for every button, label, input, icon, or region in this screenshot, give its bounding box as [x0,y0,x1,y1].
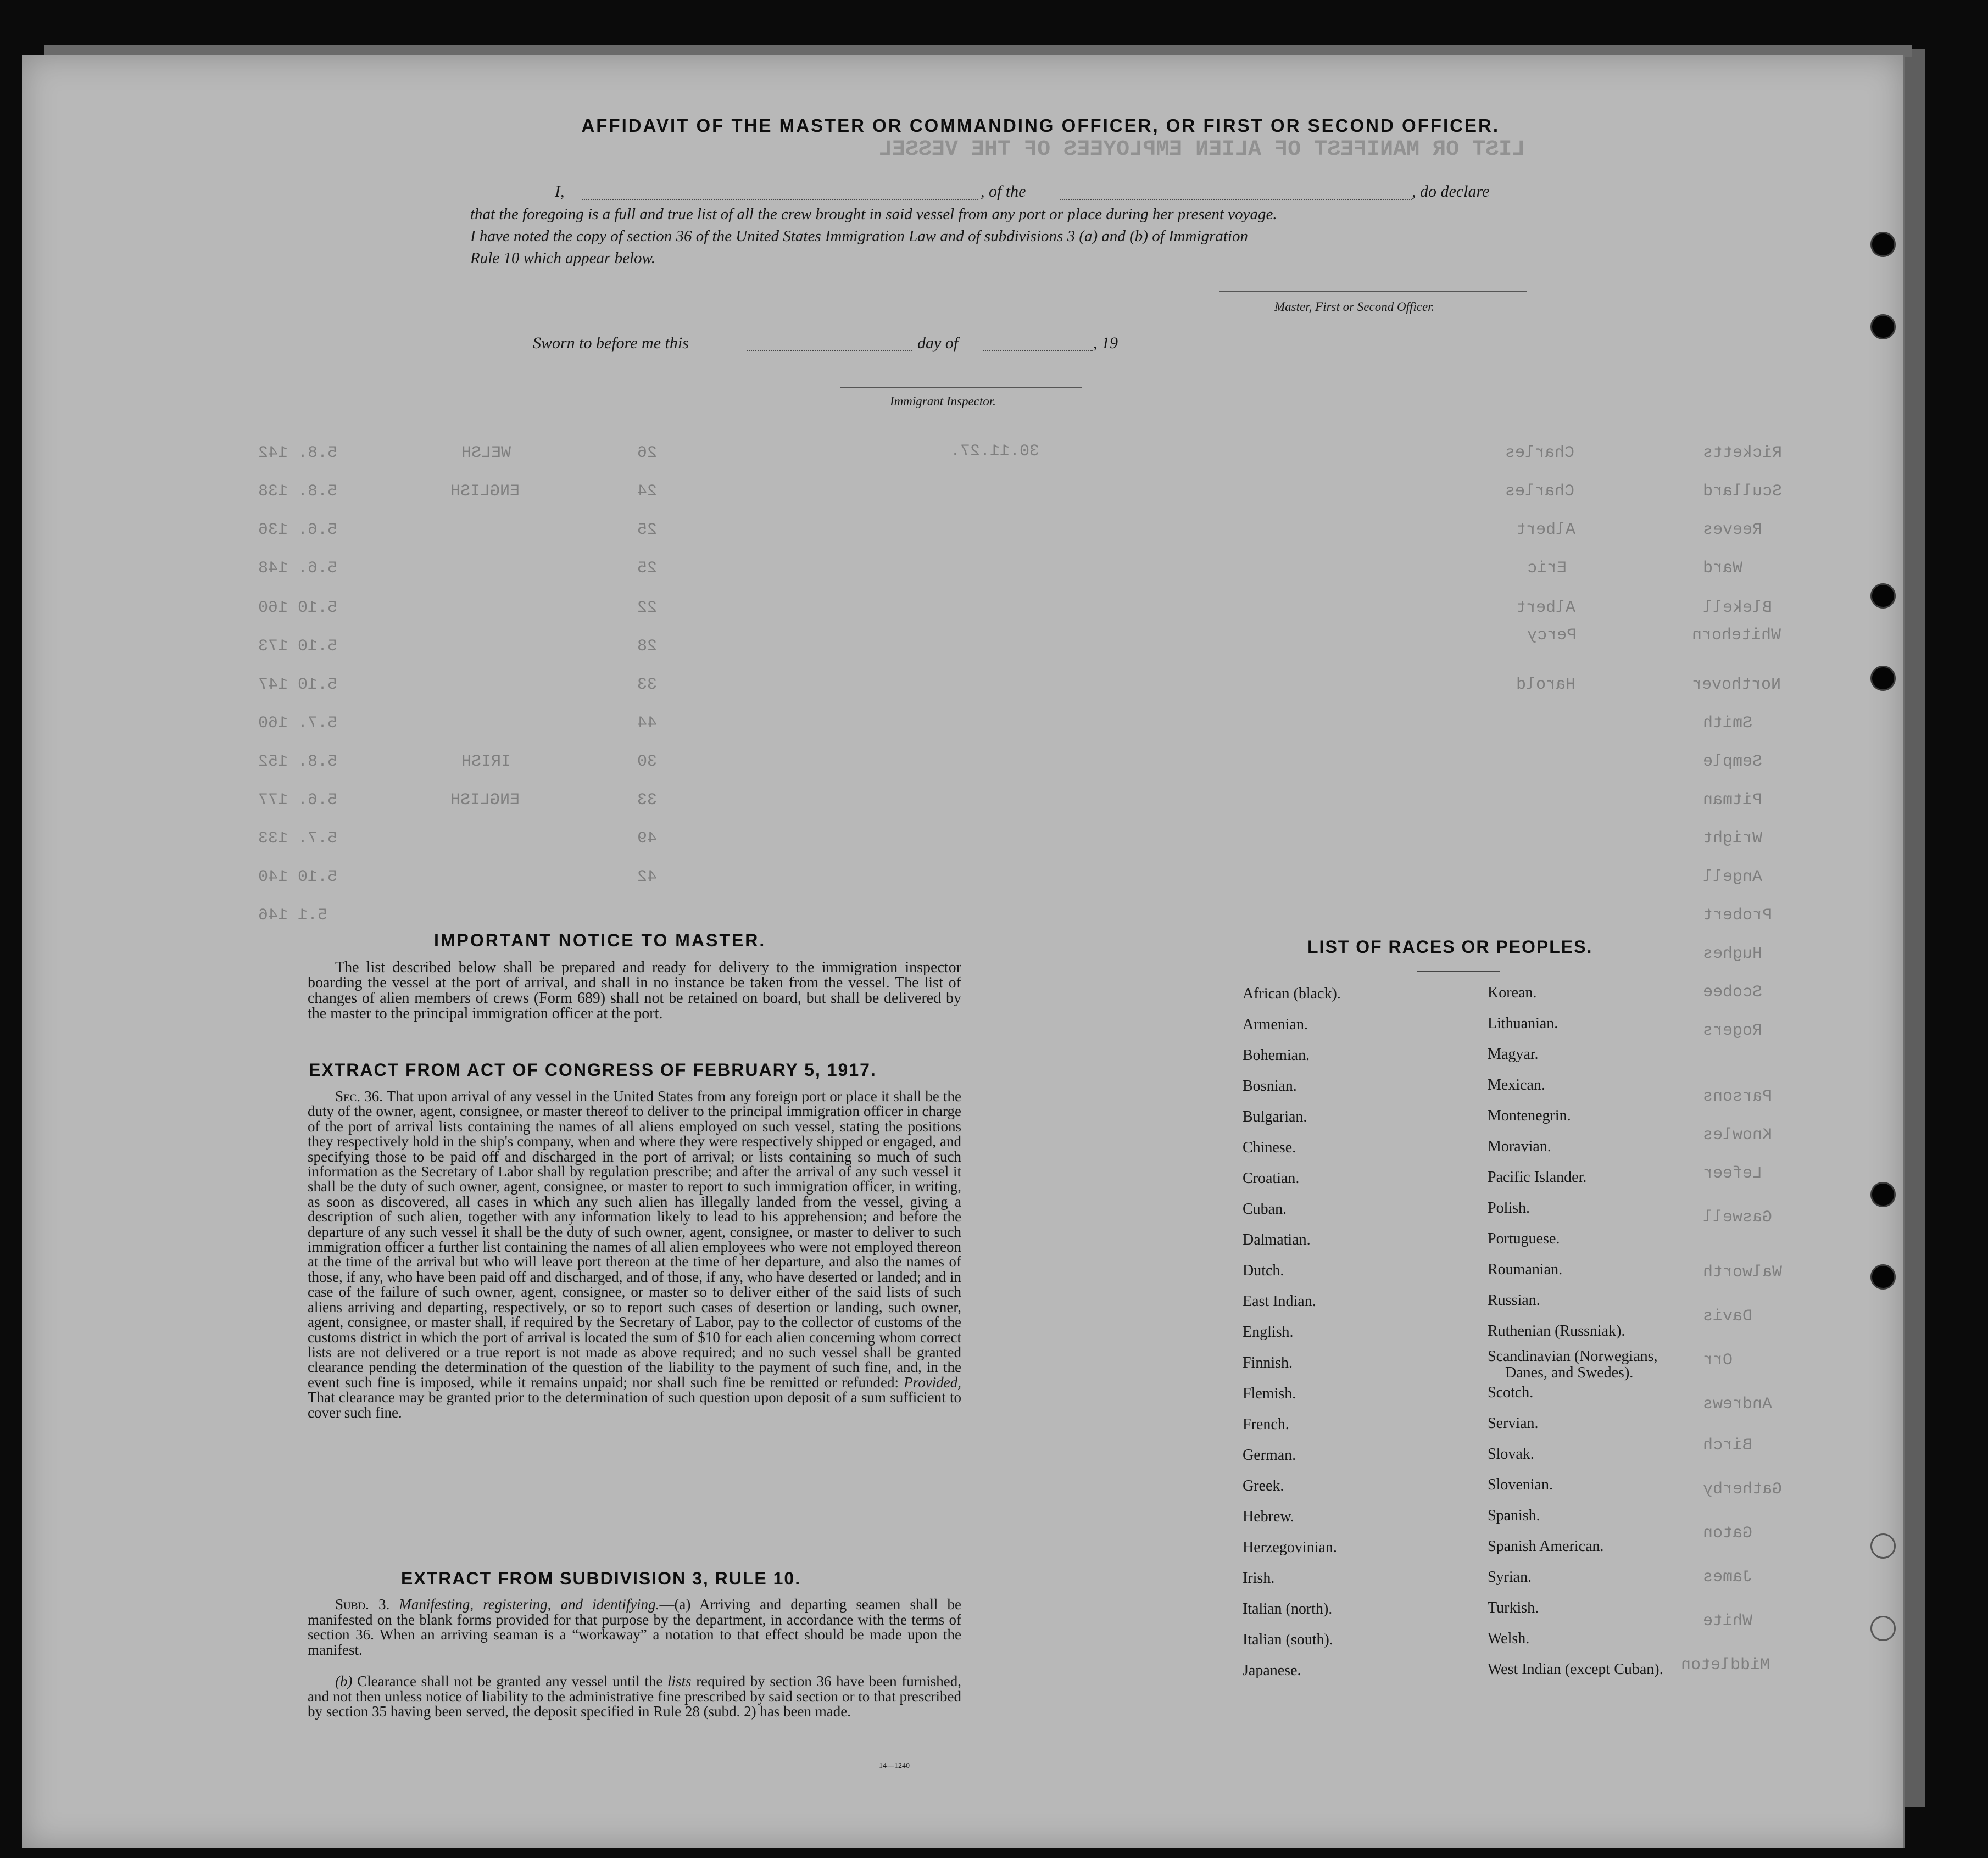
race-item: Pacific Islander. [1488,1169,1587,1186]
section-text: That upon arrival of any vessel in the United States from any foreign port or place it shall be the duty of the owner, agent, consignee, or master thereof to deliver to the principal immigration officer in charge of the port of arrival lists containing the names of all aliens employed on such vessel, stating the positions they respectively hold in the ship's company, when and where they were respectively shipped or engaged, and specifying those to be paid off and discharged in the port of arrival; or lists containing so much of such information as the Secretary of Labor shall by regulation prescribe; and after the arrival of any such vessel it shall be the duty of such owner, agent, consignee, or master to report to such immigration officer, in writing, as soon as discovered, all cases in which any such alien has illegally landed from the vessel, giving a description of such alien, together with any information likely to lead to his apprehension; and before the departure of any such vessel it shall be the duty of such owner, agent, consignee, or master to deliver to such immigration officer a further list containing the names of all alien employees who were not employed thereon at the time of the arrival but who will leave port thereon at the time of her departure, and also the names of those, if any, who have been paid off and discharged, and of those, if any, who have deserted or landed; and in case of the failure of such owner, agent, consignee, or master so to deliver either of the said lists of such aliens arriving and departing, respectively, or so to report such cases of desertion or landing, such owner, agent, consignee, or master shall, if required by the Secretary of Labor, pay to the collector of customs of the customs district in which the port of arrival is located the sum of $10 for each alien concerning whom correct lists are not delivered or a true report is not made as above required; and no such vessel shall be granted clearance pending the determination of the question of the liability to the payment of such fine, and, in the event such fine is imposed, while it remains unpaid; nor shall such fine be remitted or refunded: [308,1088,962,1391]
bleed-surname: Birch [1703,1436,1753,1455]
bleed-surname: Middleton [1681,1656,1770,1675]
master-signature-caption: Master, First or Second Officer. [1274,300,1435,314]
subd-a-text: Arriving and departing seamen shall be manifested on the blank forms provided for that purpose by the department, in accordance with the terms of section 36. When an arriving seaman is a “workaway” a notation to that effect should be made upon the manifest. [308,1596,961,1658]
races-title-rule [1417,971,1500,972]
bleed-given: Albert [1516,599,1576,617]
race-item: Cuban. [1243,1201,1287,1218]
race-item-continuation: Danes, and Swedes). [1505,1364,1634,1381]
bleed-age: 42 [637,868,658,886]
bleed-surname: Gatherby [1703,1480,1783,1499]
subd-b-text-1: Clearance shall not be granted any vessel until the [357,1673,663,1689]
bleed-age: 25 [637,521,658,539]
bleed-surname: Knowles [1703,1126,1773,1145]
bleed-surname: Lefeer [1703,1164,1763,1183]
affidavit-i-label: I, [555,182,565,200]
bleed-surname: Whitehorn [1692,626,1781,645]
extract-rule-a [308,1597,961,1658]
bleed-surname: Walworth [1703,1263,1783,1282]
race-item: Polish. [1488,1199,1530,1217]
bleed-age: 49 [637,829,658,848]
sworn-label: Sworn to before me this [533,334,689,352]
bleed-surname: Hughes [1703,945,1763,963]
important-notice-text: The list described below shall be prepared and ready for delivery to the immigration inspector boarding the vessel at the port of arrival, and shall in no instance be taken from the vessel. The list of changes of alien members of crews (Form 689) shall not be retained on board, but shall be delivered by the master to the principal immigration officer at the port. [308,959,961,1022]
bleed-surname: Gaton [1703,1524,1753,1543]
race-item: Montenegrin. [1488,1107,1571,1124]
bleed-nationality: ENGLISH [450,791,520,810]
race-item: German. [1243,1447,1296,1464]
race-item: Hebrew. [1243,1508,1294,1525]
race-item: Herzegovinian. [1243,1539,1337,1556]
race-item: West Indian (except Cuban). [1488,1661,1663,1678]
bleed-given: Charles [1505,482,1575,501]
sworn-day-blank [747,350,912,351]
bleed-given: Albert [1516,521,1576,539]
subd-title: Manifesting, registering, and identifying. [399,1596,660,1613]
bleed-height: 5.10 160 [258,599,338,617]
form-number: 14—1240 [879,1762,910,1770]
bleed-age: 25 [637,559,658,578]
bleed-surname: Semple [1703,752,1763,771]
manifest-page [22,55,1905,1848]
race-item: French. [1243,1416,1289,1433]
extract-rule-title: EXTRACT FROM SUBDIVISION 3, RULE 10. [401,1569,801,1588]
punch-hole [1870,314,1896,339]
race-item: Bulgarian. [1243,1108,1307,1125]
race-item: Flemish. [1243,1385,1296,1402]
bleed-age: 44 [637,714,658,733]
race-item: English. [1243,1324,1294,1341]
punch-hole [1870,1616,1896,1641]
race-item: Mexican. [1488,1076,1545,1093]
bleed-nationality: ENGLISH [450,482,520,501]
punch-hole [1870,232,1896,257]
affidavit-line-1 [533,182,1555,204]
provided-label: Provided, [904,1374,962,1391]
bleed-through-header: LIST OR MANIFEST OF ALIEN EMPLOYEES OF THE VESSEL [879,137,1525,162]
bleed-given: Percy [1527,626,1577,645]
race-item: Korean. [1488,984,1537,1001]
affidavit-declare-label: , do declare [1412,182,1490,200]
race-item: Scandinavian (Norwegians, [1488,1348,1658,1365]
bleed-surname: Scobee [1703,983,1763,1002]
punch-hole [1870,1533,1896,1559]
punch-hole [1870,583,1896,609]
bleed-age: 30 [637,752,658,771]
bleed-surname: Parsons [1703,1087,1773,1106]
bleed-nationality: IRISH [461,752,511,771]
bleed-age: 24 [637,482,658,501]
bleed-height: 5.6. 148 [258,559,338,578]
race-item: Syrian. [1488,1569,1532,1586]
punch-hole [1870,666,1896,691]
affidavit-line-4: Rule 10 which appear below. [470,249,655,267]
race-item: Italian (north). [1243,1600,1333,1617]
bleed-surname: Smith [1703,714,1753,733]
year-label: , 19 [1093,334,1118,352]
inspector-signature-caption: Immigrant Inspector. [890,394,996,408]
race-item: Bohemian. [1243,1047,1310,1064]
race-item: East Indian. [1243,1293,1316,1310]
subd-b-lists: lists [667,1673,692,1689]
bleed-surname: Reeves [1703,521,1763,539]
bleed-surname: James [1703,1568,1753,1587]
bleed-surname: Probert [1703,906,1773,925]
b-label: (b) [335,1673,353,1689]
race-item: Japanese. [1243,1662,1301,1679]
race-item: Italian (south). [1243,1631,1333,1648]
race-item: Chinese. [1243,1139,1296,1156]
affidavit-line-3: I have noted the copy of section 36 of the United States Immigration Law and of subdivisions 3 (a) and (b) of Immigration [470,227,1249,245]
bleed-height: 5.10 147 [258,676,338,694]
race-item: Moravian. [1488,1138,1551,1155]
page-stack-edge-right [1903,49,1925,1807]
bleed-given: Charles [1505,444,1575,462]
race-item: Irish. [1243,1570,1275,1587]
race-item: Croatian. [1243,1170,1300,1187]
bleed-surname: Orr [1703,1351,1733,1370]
bleed-age: 33 [637,791,658,810]
race-item: Magyar. [1488,1046,1539,1063]
race-item: Bosnian. [1243,1078,1297,1095]
bleed-surname: Wright [1703,829,1763,848]
section-label: Sec. 36. [335,1088,383,1104]
bleed-age: 26 [637,444,658,462]
bleed-age: 22 [637,599,658,617]
race-item: Finnish. [1243,1354,1293,1371]
extract-rule-b [308,1674,961,1720]
bleed-surname: White [1703,1612,1753,1631]
race-item: Lithuanian. [1488,1015,1558,1032]
bleed-through-date: 30.11.27. [950,442,1040,461]
extract-act-title: EXTRACT FROM ACT OF CONGRESS OF FEBRUARY 5, 1917. [309,1060,877,1080]
vessel-blank-line [1060,199,1412,200]
bleed-height: 5.7. 160 [258,714,338,733]
name-blank-line [582,199,978,200]
day-of-label: day of [917,334,959,352]
master-signature-line [1219,291,1527,292]
bleed-surname: Andrews [1703,1395,1773,1414]
race-item: Portuguese. [1488,1230,1560,1247]
a-label: —(a) [659,1596,691,1613]
important-notice-title: IMPORTANT NOTICE TO MASTER. [434,930,766,950]
bleed-height: 5.10 173 [258,637,338,656]
bleed-age: 28 [637,637,658,656]
bleed-height: 5.7. 133 [258,829,338,848]
sworn-month-blank [983,350,1093,351]
race-item: Armenian. [1243,1016,1308,1033]
bleed-surname: Northover [1692,676,1781,694]
sworn-line [533,334,1192,356]
bleed-surname: Davis [1703,1307,1753,1326]
race-item: Spanish American. [1488,1538,1604,1555]
bleed-height: 5.6. 136 [258,521,338,539]
inspector-signature-line [840,387,1082,388]
bleed-surname: Ricketts [1703,444,1783,462]
race-item: Ruthenian (Russniak). [1488,1323,1625,1340]
bleed-height: 5.8. 142 [258,444,338,462]
subd-b-text-2: required by section 36 have been furnished, and not then unless notice of liability to the administrative fine prescribed by said section or to that prescribed by section 35 having been served, the deposit specified in Rule 28 (subd. 2) has been made. [308,1673,962,1720]
bleed-surname: Rogers [1703,1022,1763,1040]
bleed-height: 5.1 146 [258,906,328,925]
race-item: Scotch. [1488,1384,1534,1401]
affidavit-line-2: that the foregoing is a full and true list of all the crew brought in said vessel from any port or place during her present voyage. [470,205,1277,223]
race-item: Servian. [1488,1415,1539,1432]
affidavit-title: AFFIDAVIT OF THE MASTER OR COMMANDING OFFICER, OR FIRST OR SECOND OFFICER. [581,115,1500,136]
bleed-surname: Angell [1703,868,1763,886]
bleed-surname: Ward [1703,559,1743,578]
race-item: Spanish. [1488,1507,1540,1524]
bleed-height: 5.8. 152 [258,752,338,771]
extract-act-text [308,1089,961,1420]
race-item: Greek. [1243,1477,1284,1494]
bleed-nationality: WELSH [461,444,511,462]
bleed-height: 5.6. 177 [258,791,338,810]
race-item: Dutch. [1243,1262,1284,1279]
race-item: Russian. [1488,1292,1540,1309]
race-item: African (black). [1243,985,1341,1002]
punch-hole [1870,1182,1896,1207]
race-item: Dalmatian. [1243,1231,1311,1248]
races-title: LIST OF RACES OR PEOPLES. [1307,937,1593,957]
punch-hole [1870,1264,1896,1290]
bleed-given: Eric [1527,559,1567,578]
bleed-height: 5.8. 138 [258,482,338,501]
race-item: Turkish. [1488,1599,1539,1616]
section-text-end: That clearance may be granted prior to the determination of such question upon deposit of a sum sufficient to cover such fine. [308,1389,961,1421]
bleed-surname: Scullard [1703,482,1783,501]
race-item: Welsh. [1488,1630,1530,1647]
bleed-surname: Gaswell [1703,1208,1773,1227]
bleed-age: 33 [637,676,658,694]
subd-label: Subd. 3. [335,1596,390,1613]
bleed-surname: Blekell [1703,599,1773,617]
bleed-height: 5.10 140 [258,868,338,886]
race-item: Roumanian. [1488,1261,1563,1278]
race-item: Slovak. [1488,1446,1534,1463]
affidavit-of-the-label: , of the [981,182,1026,200]
race-item: Slovenian. [1488,1476,1553,1493]
bleed-given: Harold [1516,676,1576,694]
bleed-surname: Pitman [1703,791,1763,810]
